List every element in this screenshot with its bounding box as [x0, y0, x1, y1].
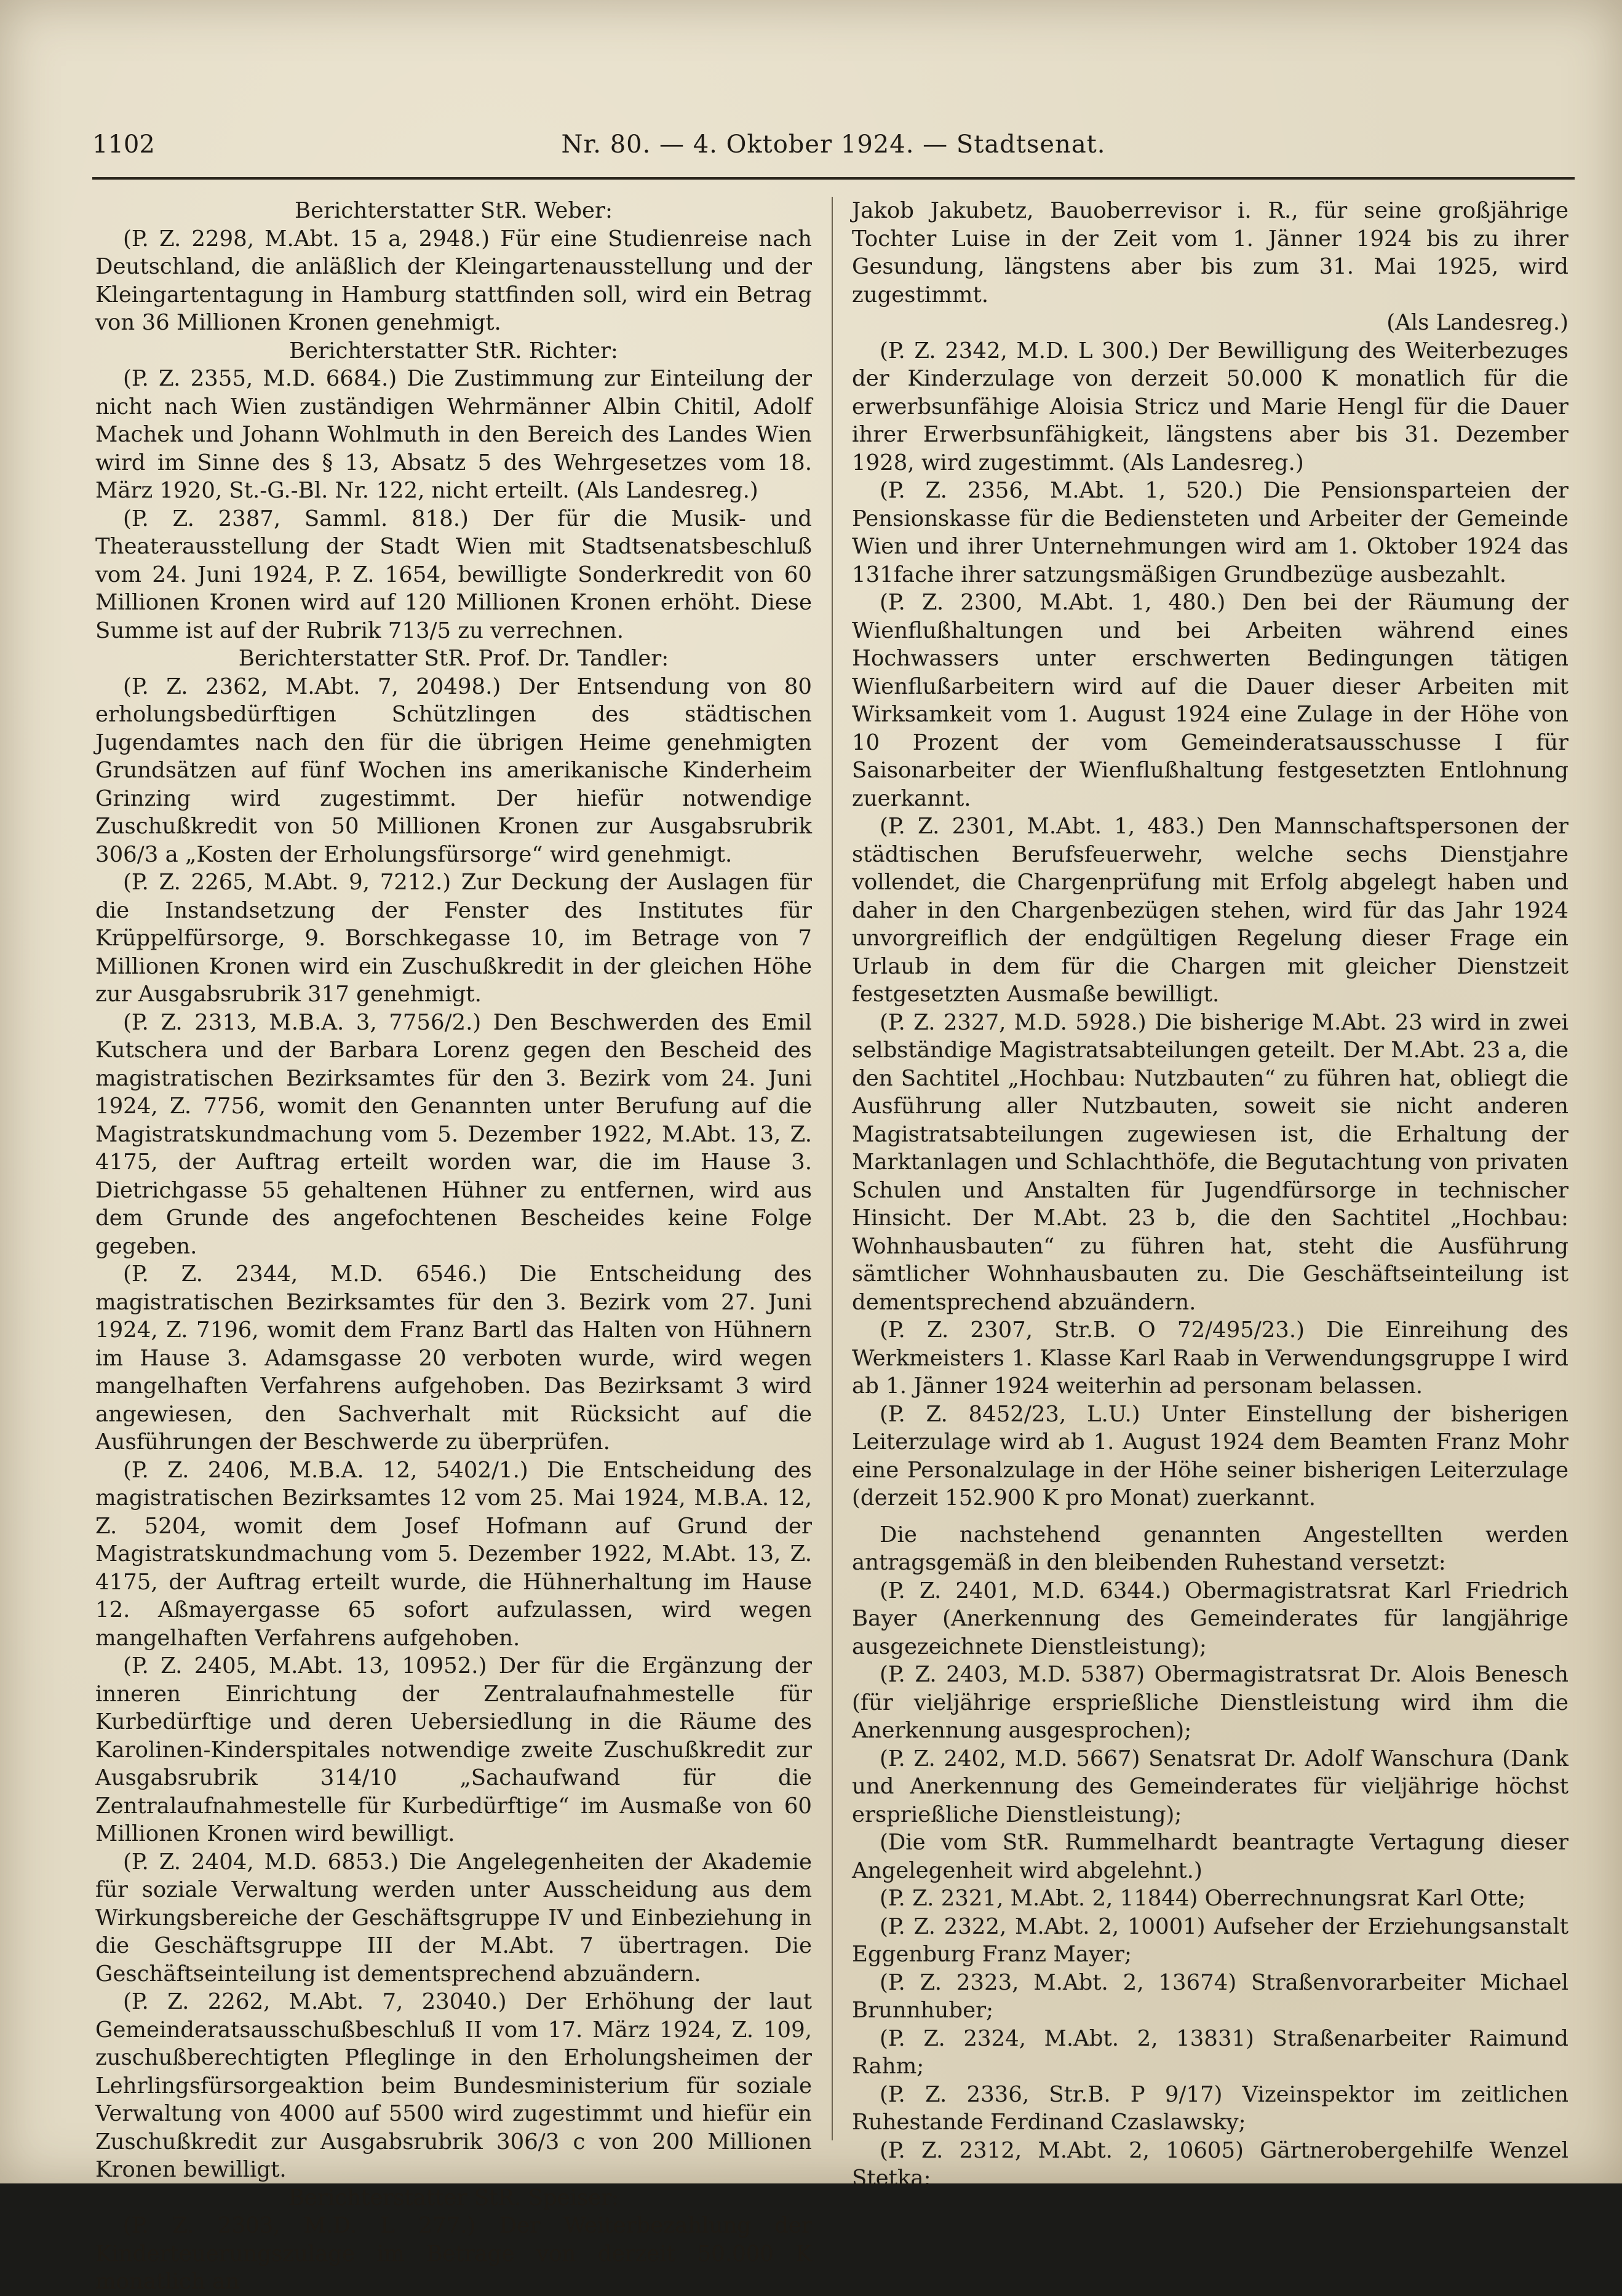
- retirement-entry: (P. Z. 2321, M.Abt. 2, 11844) Oberrechnungsrat Karl Otte;: [880, 1886, 1526, 1911]
- retirement-entry: (P. Z. 2323, M.Abt. 2, 13674) Straßenvorarbeiter Michael Brunnhuber;: [852, 1969, 1568, 2023]
- vertagung-note: (Die vom StR. Rummelhardt beantragte Vertagung dieser Angelegenheit wird abgelehnt.): [852, 1830, 1568, 1883]
- running-title: Nr. 80. — 4. Oktober 1924. — Stadtsenat.: [561, 130, 1106, 159]
- right-column: [852, 197, 1568, 2191]
- resolution-paragraph: (P. Z. 2387, Samml. 818.) Der für die Musik- und Theaterausstellung der Stadt Wien mit Stadtsenatsbeschluß vom 24. Juni 1924, P. Z. 1654, bewilligte Sonderkredit von 60 Millionen Kronen wird auf 120 Millionen Kronen erhöht. Diese Summe ist auf der Rubrik 713/5 zu verrechnen.: [95, 506, 812, 643]
- resolution-paragraph: (P. Z. 2404, M.D. 6853.) Die Angelegenheiten der Akademie für soziale Verwaltung werden unter Ausscheidung aus dem Wirkungsbereiche der Geschäftsgruppe IV und Einbeziehung in die Geschäftsgruppe III der M.Abt. 7 übertragen. Die Geschäftseinteilung ist dementsprechend abzuändern.: [95, 1849, 812, 1987]
- resolution-paragraph: (P. Z. 2356, M.Abt. 1, 520.) Die Pensionsparteien der Pensionskasse für die Bediensteten und Arbeiter der Gemeinde Wien und ihrer Unternehmungen wird am 1. Oktober 1924 das 131fache ihrer satzungsmäßigen Grundbezüge ausbezahlt.: [852, 478, 1568, 587]
- resolution-paragraph: (P. Z. 2303, M.D. L 277.) Der Weiterbezahlung der Kinderteuerungszulage im Betrage von derzeit 50.000 K monatlich an: [95, 2213, 812, 2294]
- resolution-paragraph: (P. Z. 2298, M.Abt. 15 a, 2948.) Für eine Studienreise nach Deutschland, die anläßlich der Kleingartenausstellung und der Kleingartentagung in Hamburg stattfinden soll, wird ein Betrag von 36 Millionen Kronen genehmigt.: [95, 226, 812, 335]
- resolution-paragraph: (P. Z. 2344, M.D. 6546.) Die Entscheidung des magistratischen Bezirksamtes für den 3. Bezirk vom 27. Juni 1924, Z. 7196, womit dem Franz Bartl das Halten von Hühnern im Hause 3. Adamsgasse 20 verboten wurde, wird wegen mangelhaften Verfahrens aufgehoben. Das Bezirksamt 3 wird angewiesen, den Sachverhalt mit Rücksicht auf die Ausführungen der Beschwerde zu überprüfen.: [95, 1261, 812, 1455]
- retirement-entry: (P. Z. 2401, M.D. 6344.) Obermagistratsrat Karl Friedrich Bayer (Anerkennung des Gemeinderates für langjährige ausgezeichnete Dienstleistung);: [852, 1578, 1568, 1659]
- reporter-heading: Berichterstatter StR. Weber:: [294, 198, 613, 223]
- resolution-paragraph: (P. Z. 2405, M.Abt. 13, 10952.) Der für die Ergänzung der inneren Einrichtung der Zentralaufnahmestelle für Kurbedürftige und deren Uebersiedlung in die Räume des Karolinen-Kinderspitales notwendige zweite Zuschußkredit zur Ausgabsrubrik 314/10 „Sachaufwand für die Zentralaufnahmestelle für Kurbedürftige“ im Ausmaße von 60 Millionen Kronen wird bewilligt.: [95, 1653, 812, 1846]
- page-number: 1102: [92, 130, 155, 159]
- resolution-paragraph: (P. Z. 2307, Str.B. O 72/495/23.) Die Einreihung des Werkmeisters 1. Klasse Karl Raab in Verwendungsgruppe I wird ab 1. Jänner 1924 weiterhin ad personam belassen.: [852, 1317, 1568, 1399]
- resolution-paragraph: (P. Z. 2406, M.B.A. 12, 5402/1.) Die Entscheidung des magistratischen Bezirksamtes 12 vom 25. Mai 1924, M.B.A. 12, Z. 5204, womit dem Josef Hofmann auf Grund der Magistratskundmachung vom 5. Dezember 1922, M.Abt. 13, Z. 4175, der Auftrag erteilt wurde, die Hühnerhaltung im Hause 12. Aßmayergasse 65 sofort aufzulassen, wird wegen mangelhaften Verfahrens aufgehoben.: [95, 1457, 812, 1651]
- reporter-heading: Berichterstatter StR. Prof. Dr. Tandler:: [238, 646, 669, 671]
- resolution-paragraph: (P. Z. 2342, M.D. L 300.) Der Bewilligung des Weiterbezuges der Kinderzulage von derzeit 50.000 K monatlich für die erwerbsunfähige Aloisia Stricz und Marie Hengl für die Dauer ihrer Erwerbsunfähigkeit, längstens aber bis 31. Dezember 1928, wird zugestimmt. (Als Landesreg.): [852, 338, 1568, 475]
- retirement-entry: (P. Z. 2322, M.Abt. 2, 10001) Aufseher der Erziehungsanstalt Eggenburg Franz Mayer;: [852, 1913, 1568, 1967]
- resolution-paragraph: (P. Z. 2327, M.D. 5928.) Die bisherige M.Abt. 23 wird in zwei selbständige Magistratsabteilungen geteilt. Der M.Abt. 23 a, die den Sachtitel „Hochbau: Nutzbauten“ zu führen hat, obliegt die Ausführung aller Nutzbauten, soweit sie nicht anderen Magistratsabteilungen zugewiesen ist, die Erhaltung der Marktanlagen und Schlachthöfe, die Begutachtung von privaten Schulen und Anstalten für Jugendfürsorge in technischer Hinsicht. Der M.Abt. 23 b, die den Sachtitel „Hochbau: Wohnhausbauten“ zu führen hat, steht die Ausführung sämtlicher Wohnhausbauten zu. Die Geschäftseinteilung ist dementsprechend abzuändern.: [852, 1009, 1568, 1315]
- left-column: [95, 197, 812, 2294]
- header-rule: [92, 177, 1575, 180]
- resolution-paragraph: (P. Z. 8452/23, L.U.) Unter Einstellung der bisherigen Leiterzulage wird ab 1. August 1924 dem Beamten Franz Mohr eine Personalzulage in der Höhe seiner bisherigen Leiterzulage (derzeit 152.900 K pro Monat) zuerkannt.: [852, 1401, 1568, 1511]
- resolution-paragraph: (P. Z. 2300, M.Abt. 1, 480.) Den bei der Räumung der Wienflußhaltungen und bei Arbeiten während eines Hochwassers unter erschwerten Bedingungen tätigen Wienflußarbeitern wird auf die Dauer dieser Arbeiten mit Wirksamkeit vom 1. August 1924 eine Zulage in der Höhe von 10 Prozent der vom Gemeinderatsausschusse I für Saisonarbeiter der Wienflußhaltung festgesetzten Entlohnung zuerkannt.: [852, 590, 1568, 811]
- retirement-entry: (P. Z. 2324, M.Abt. 2, 13831) Straßenarbeiter Raimund Rahm;: [852, 2025, 1568, 2079]
- retirement-entry: (P. Z. 2402, M.D. 5667) Senatsrat Dr. Adolf Wanschura (Dank und Anerkennung des Gemeinderates für vieljährige höchst ersprießliche Dienstleistung);: [852, 1746, 1568, 1827]
- resolution-paragraph: (P. Z. 2313, M.B.A. 3, 7756/2.) Den Beschwerden des Emil Kutschera und der Barbara Lorenz gegen den Bescheid des magistratischen Bezirksamtes für den 3. Bezirk vom 24. Juni 1924, Z. 7756, womit den Genannten unter Berufung auf die Magistratskundmachung vom 5. Dezember 1922, M.Abt. 13, Z. 4175, der Auftrag erteilt worden war, die im Hause 3. Dietrichgasse 55 gehaltenen Hühner zu entfernen, wird aus dem Grunde des angefochtenen Bescheides keine Folge gegeben.: [95, 1009, 812, 1259]
- retirement-intro: Die nachstehend genannten Angestellten werden antragsgemäß in den bleibenden Ruhestand versetzt:: [852, 1522, 1568, 1575]
- retirement-entry: (P. Z. 2403, M.D. 5387) Obermagistratsrat Dr. Alois Benesch (für vieljährige ersprießliche Dienstleistung wird ihm die Anerkennung ausgesprochen);: [852, 1662, 1568, 1743]
- retirement-entry: (P. Z. 2312, M.Abt. 2, 10605) Gärtnerobergehilfe Wenzel Stetka;: [852, 2137, 1568, 2191]
- resolution-paragraph: (P. Z. 2362, M.Abt. 7, 20498.) Der Entsendung von 80 erholungsbedürftigen Schützlingen des städtischen Jugendamtes nach den für die übrigen Heime genehmigten Grundsätzen auf fünf Wochen ins amerikanische Kinderheim Grinzing wird zugestimmt. Der hiefür notwendige Zuschußkredit von 50 Millionen Kronen zur Ausgabsrubrik 306/3 a „Kosten der Erholungsfürsorge“ wird genehmigt.: [95, 673, 812, 867]
- landesreg-note: (Als Landesreg.): [1386, 310, 1568, 335]
- reporter-heading: Berichterstatter StR. Richter:: [289, 338, 618, 363]
- resolution-paragraph: (P. Z. 2355, M.D. 6684.) Die Zustimmung zur Einteilung der nicht nach Wien zuständigen Wehrmänner Albin Chitil, Adolf Machek und Johann Wohlmuth in den Bereich des Landes Wien wird im Sinne des § 13, Absatz 5 des Wehrgesetzes vom 18. März 1920, St.-G.-Bl. Nr. 122, nicht erteilt. (Als Landesreg.): [95, 366, 812, 503]
- continued-paragraph: Jakob Jakubetz, Bauoberrevisor i. R., für seine großjährige Tochter Luise in der Zeit vom 1. Jänner 1924 bis zu ihrer Gesundung, längstens aber bis zum 31. Mai 1925, wird zugestimmt.: [852, 198, 1568, 308]
- resolution-paragraph: (P. Z. 2262, M.Abt. 7, 23040.) Der Erhöhung der laut Gemeinderatsausschußbeschluß II vom 17. März 1924, Z. 109, zuschußberechtigten Pfleglinge in den Erholungsheimen der Lehrlingsfürsorgeaktion beim Bundesministerium für soziale Verwaltung von 4000 auf 5500 wird zugestimmt und hiefür ein Zuschußkredit zur Ausgabsrubrik 306/3 c von 200 Millionen Kronen bewilligt.: [95, 1989, 812, 2182]
- reporter-heading: Berichterstatter StR. Speiser:: [288, 2185, 619, 2211]
- page-header: [92, 123, 1575, 166]
- column-divider: [832, 197, 833, 2140]
- resolution-paragraph: (P. Z. 2301, M.Abt. 1, 483.) Den Mannschaftspersonen der städtischen Berufsfeuerwehr, welche sechs Dienstjahre vollendet, die Chargenprüfung mit Erfolg abgelegt haben und daher in den Chargenbezügen stehen, wird für das Jahr 1924 unvorgreiflich der endgültigen Regelung dieser Frage ein Urlaub in dem für die Chargen mit gleicher Dienstzeit festgesetzten Ausmaße bewilligt.: [852, 814, 1568, 1007]
- retirement-entry: (P. Z. 2336, Str.B. P 9/17) Vizeinspektor im zeitlichen Ruhestande Ferdinand Czaslawsky;: [852, 2081, 1568, 2135]
- resolution-paragraph: (P. Z. 2265, M.Abt. 9, 7212.) Zur Deckung der Auslagen für die Instandsetzung der Fenster des Institutes für Krüppelfürsorge, 9. Borschkegasse 10, im Betrage von 7 Millionen Kronen wird ein Zuschußkredit in der gleichen Höhe zur Ausgabsrubrik 317 genehmigt.: [95, 870, 812, 1007]
